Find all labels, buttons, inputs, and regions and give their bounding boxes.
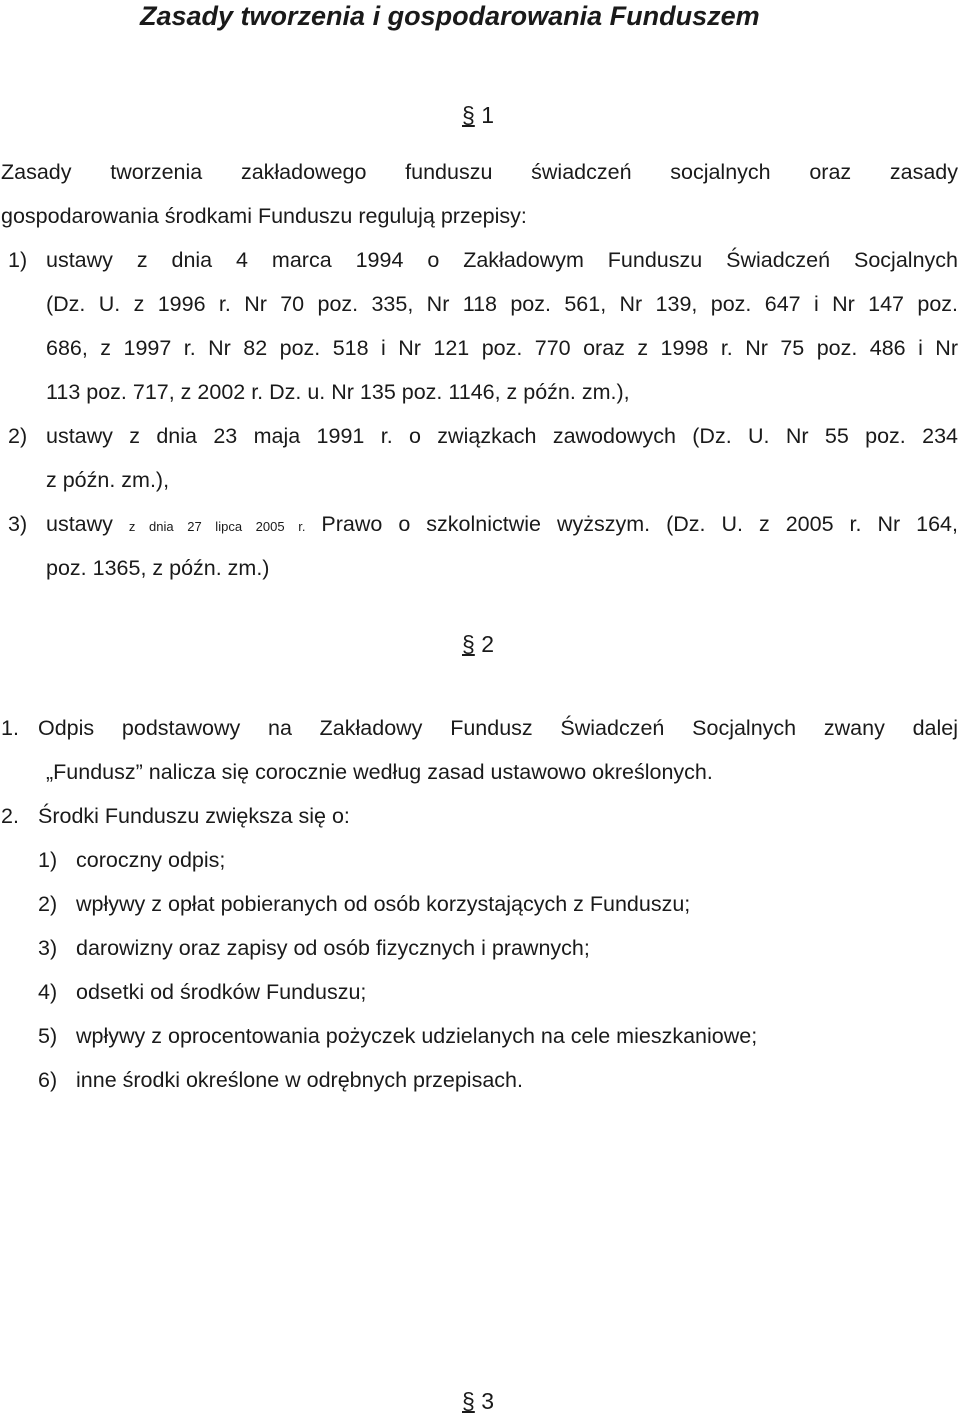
section-number: 1	[481, 102, 494, 128]
point-2-line-1: Środki Funduszu zwiększa się o:	[38, 804, 350, 828]
section-1-intro-line-1: Zasady tworzenia zakładowego funduszu świadczeń socjalnych oraz zasady	[1, 160, 958, 184]
point-1-line-2: „Fundusz” nalicza się corocznie według zasad ustawowo określonych.	[46, 760, 713, 784]
item-1-line-1: ustawy z dnia 4 marca 1994 o Zakładowym Funduszu Świadczeń Socjalnych	[46, 248, 958, 272]
list-number: 4)	[38, 980, 58, 1004]
list-item-text: darowizny oraz zapisy od osób fizycznych i prawnych;	[76, 936, 590, 960]
item-1-line-4: 113 poz. 717, z 2002 r. Dz. u. Nr 135 poz. 1146, z późn. zm.),	[46, 380, 630, 404]
list-number: 6)	[38, 1068, 58, 1092]
list-item-text: odsetki od środków Funduszu;	[76, 980, 367, 1004]
point-number: 1.	[1, 716, 19, 740]
item-1-line-2: (Dz. U. z 1996 r. Nr 70 poz. 335, Nr 118 poz. 561, Nr 139, poz. 647 i Nr 147 poz.	[46, 292, 958, 316]
section-1-intro-line-2: gospodarowania środkami Funduszu regulują przepisy:	[1, 204, 527, 228]
document-title: Zasady tworzenia i gospodarowania Funduszem	[140, 1, 760, 31]
section-symbol: §	[462, 102, 475, 128]
item-1-line-3: 686, z 1997 r. Nr 82 poz. 518 i Nr 121 poz. 770 oraz z 1998 r. Nr 75 poz. 486 i Nr	[46, 336, 958, 360]
section-1-heading	[462, 100, 494, 130]
item-2-line-2: z późn. zm.),	[46, 468, 170, 492]
section-symbol: §	[462, 1388, 475, 1414]
item-2-line-1: ustawy z dnia 23 maja 1991 r. o związkach zawodowych (Dz. U. Nr 55 poz. 234	[46, 424, 958, 448]
list-item-text: wpływy z oprocentowania pożyczek udzielanych na cele mieszkaniowe;	[76, 1024, 758, 1048]
list-number: 1)	[38, 848, 58, 872]
item-3-rest: Prawo o szkolnictwie wyższym. (Dz. U. z 2005 r. Nr 164,	[321, 512, 958, 536]
point-number: 2.	[1, 804, 19, 828]
section-2-heading	[462, 629, 494, 659]
list-number: 3)	[38, 936, 58, 960]
list-number: 5)	[38, 1024, 58, 1048]
item-3-lead: ustawy	[46, 512, 113, 536]
list-number: 2)	[38, 892, 58, 916]
list-item-text: coroczny odpis;	[76, 848, 226, 872]
list-item-text: inne środki określone w odrębnych przepisach.	[76, 1068, 523, 1092]
list-item-text: wpływy z opłat pobieranych od osób korzystających z Funduszu;	[76, 892, 691, 916]
section-3-heading	[462, 1386, 494, 1416]
section-symbol: §	[462, 631, 475, 657]
item-3-small-date: z dnia 27 lipca 2005 r.	[128, 519, 306, 534]
item-3-line-2: poz. 1365, z późn. zm.)	[46, 556, 270, 580]
point-1-line-1: Odpis podstawowy na Zakładowy Fundusz Świadczeń Socjalnych zwany dalej	[38, 716, 958, 740]
section-number: 2	[481, 631, 494, 657]
list-number: 1)	[8, 248, 28, 272]
item-3-line-1	[46, 509, 958, 542]
list-number: 2)	[8, 424, 28, 448]
section-number: 3	[481, 1388, 494, 1414]
list-number: 3)	[8, 512, 28, 536]
